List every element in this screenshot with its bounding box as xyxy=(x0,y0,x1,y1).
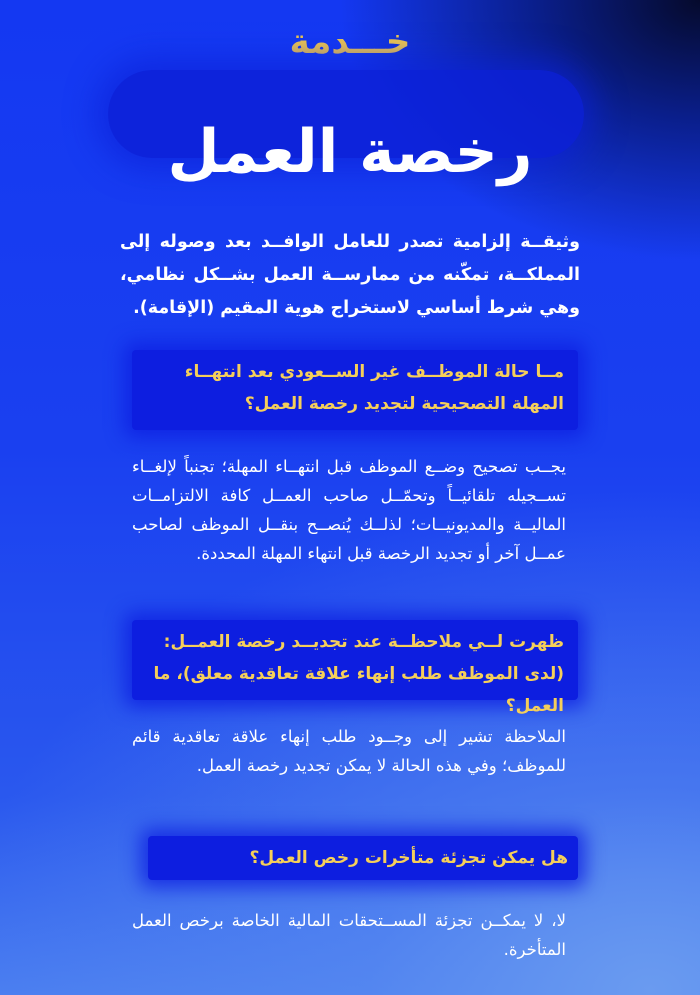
faq-answer-1: يجــب تصحيح وضــع الموظف قبل انتهــاء المهلة؛ تجنباً لإلغــاء تســجيله تلقائيــاً وتحمّــل صاحب العمــل كافة الالتزامــات الماليــة والمديونيــات؛ لذلــك يُنصــح بنقــل الموظف لصاحب عمــل آخر أو تجديد الرخصة قبل انتهاء المهلة المحددة. xyxy=(132,457,566,563)
faq-answer-3: لا، لا يمكــن تجزئة المســتحقات المالية الخاصة برخص العمل المتأخرة. xyxy=(132,911,566,959)
faq-question-3: هل يمكن تجزئة متأخرات رخص العمل؟ xyxy=(249,848,568,868)
intro-paragraph: وثيقــة إلزامية تصدر للعامل الوافــد بعد وصوله إلى المملكــة، تمكّنه من ممارســة العمل بشــكل نظامي، وهي شرط أساسي لاستخراج هوية المقيم (الإقامة). xyxy=(120,232,580,318)
faq-question-1: مــا حالة الموظــف غير الســعودي بعد انتهــاء المهلة التصحيحية لتجديد رخصة العمل؟ xyxy=(184,362,564,414)
service-kicker: خـــدمة xyxy=(289,22,411,62)
page-title: رخصة العمل xyxy=(167,117,533,187)
faq-answer-2: الملاحظة تشير إلى وجــود طلب إنهاء علاقة تعاقدية قائم للموظف؛ وفي هذه الحالة لا يمكن تجديد رخصة العمل. xyxy=(132,727,566,775)
faq-question-2: ظهرت لــي ملاحظــة عند تجديــد رخصة العمــل: (لدى الموظف طلب إنهاء علاقة تعاقدية معلق)، ما العمل؟ xyxy=(153,632,564,716)
